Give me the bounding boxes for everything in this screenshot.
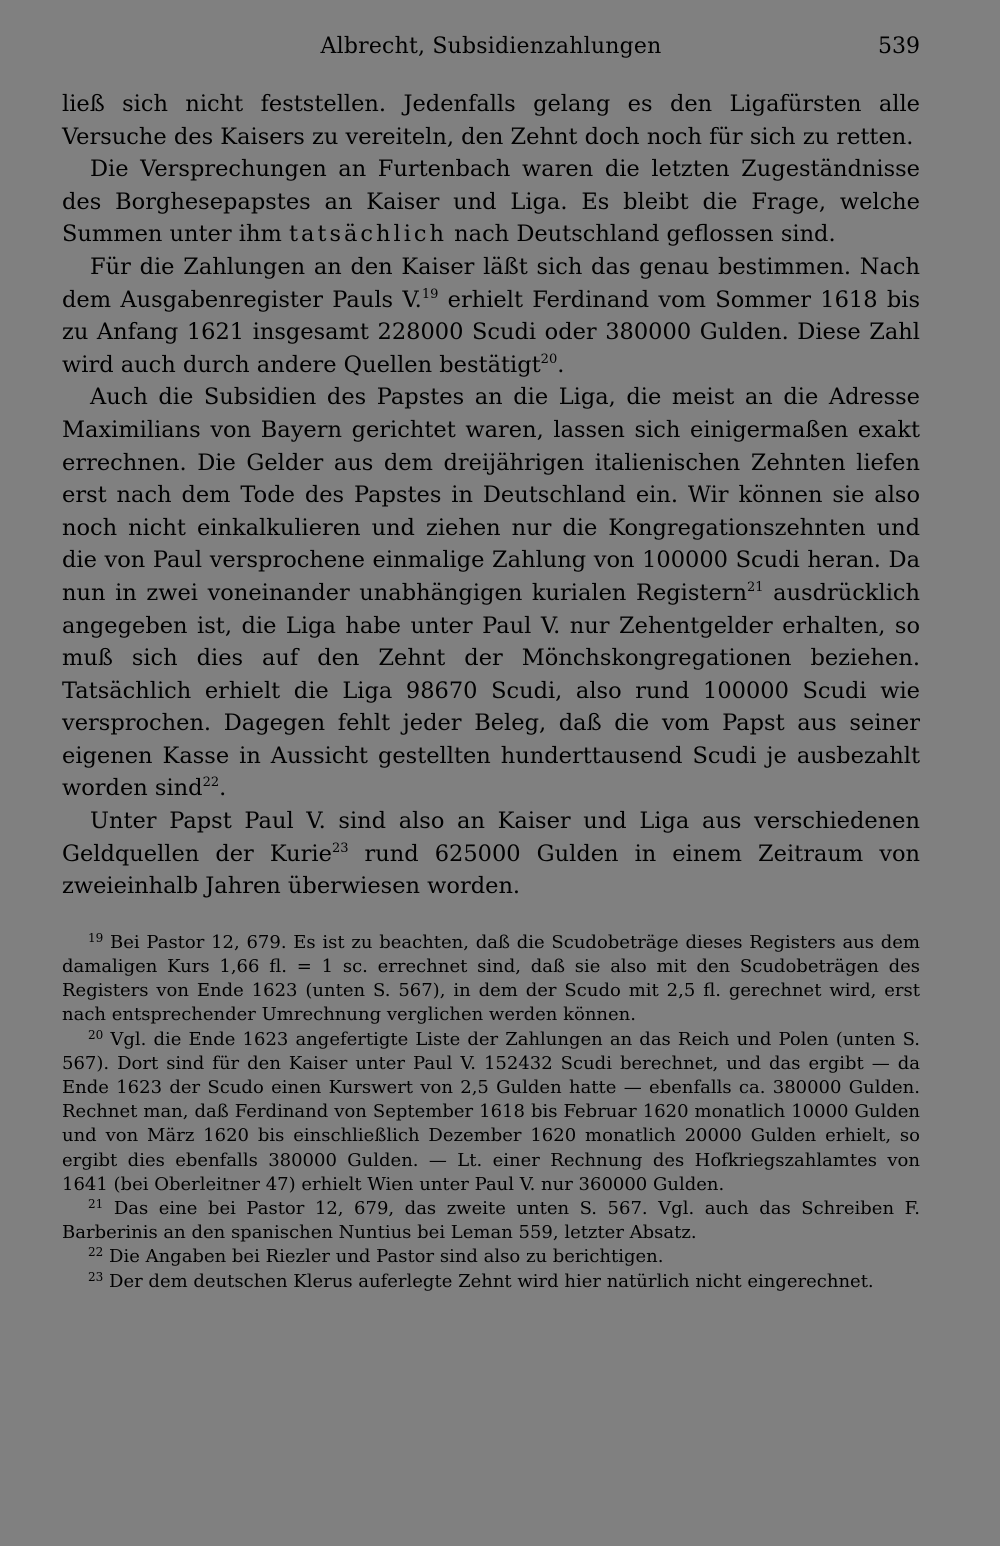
footnote-text: Das eine bei Pastor 12, 679, das zweite unten S. 567. Vgl. auch das Schreiben F. Barberinis an den spanischen Nuntius bei Leman 559, letzter Absatz.	[62, 1198, 920, 1244]
page-header	[62, 28, 920, 68]
paragraph-text: ausdrücklich angegeben ist, die Liga habe unter Paul V. nur Zehentgelder erhalten, so muß sich dies auf den Zehnt der Mönchskongregationen beziehen. Tatsächlich erhielt die Liga 98670 Scudi, also rund 100000 Scudi wie versprochen. Dagegen fehlt jeder Beleg, daß die vom Papst aus seiner eigenen Kasse in Aussicht gestellten hunderttausend Scudi je ausbezahlt worden sind	[62, 579, 920, 802]
emphasized-word: tatsächlich	[288, 221, 448, 248]
paragraph-text: .	[219, 775, 227, 802]
footnote-ref[interactable]: 20	[540, 351, 558, 367]
footnote-text: Vgl. die Ende 1623 angefertigte Liste der Zahlungen an das Reich und Polen (unten S. 567). Dort sind für den Kaiser unter Paul V. 152432 Scudi berechnet, und das ergibt — da Ende 1623 der Scudo einen Kurswert von 2,5 Gulden hatte — ebenfalls ca. 380000 Gulden. Rechnet man, daß Ferdinand von September 1618 bis Februar 1620 monatlich 10000 Gulden und von März 1620 bis einschließlich Dezember 1620 monatlich 20000 Gulden erhielt, so ergibt dies ebenfalls 380000 Gulden. — Lt. einer Rechnung des Hofkriegszahlamtes von 1641 (bei Oberleitner 47) erhielt Wien unter Paul V. nur 360000 Gulden.	[62, 1028, 920, 1195]
paragraph-text: ließ sich nicht feststellen. Jedenfalls gelang es den Ligafürsten alle Versuche des Kaisers zu vereiteln, den Zehnt doch noch für sich zu retten.	[62, 91, 920, 150]
paragraph-text: Für die Zahlungen an den Kaiser läßt sich das genau bestimmen. Nach dem Ausgabenregister Pauls V.	[62, 253, 920, 313]
paragraph-text: Auch die Subsidien des Papstes an die Liga, die meist an die Adresse Maximilians von Bayern gerichtet waren, lassen sich einigermaßen exakt errechnen. Die Gelder aus dem dreijährigen italienischen Zehnten liefen erst nach dem Tode des Papstes in Deutschland ein. Wir können sie also noch nicht einkalkulieren und ziehen nur die Kongregationszehnten und die von Paul versprochene einmalige Zahlung von 100000 Scudi heran. Da nun in zwei voneinander unabhängigen kurialen Registern	[62, 384, 920, 606]
footnote-number: 22	[88, 1245, 104, 1260]
footnote	[62, 1245, 920, 1269]
footnote-text: Der dem deutschen Klerus auferlegte Zehnt wird hier natürlich nicht eingerechnet.	[109, 1270, 874, 1292]
book-page	[62, 28, 920, 1294]
footnote	[62, 1197, 920, 1245]
running-title: Albrecht, Subsidienzahlungen	[320, 34, 662, 59]
footnotes	[62, 931, 920, 1294]
footnote-text: Die Angaben bei Riezler und Pastor sind also zu berichtigen.	[109, 1246, 664, 1268]
paragraph-text: nach Deutschland geflossen sind.	[454, 221, 836, 248]
paragraph-text: erhielt Ferdinand vom Sommer 1618 bis zu Anfang 1621 insgesamt 228000 Scudi oder 380000 Gulden. Diese Zahl wird auch durch andere Quellen bestätigt	[62, 286, 920, 378]
footnote-ref[interactable]: 23	[331, 840, 349, 856]
footnote-number: 23	[88, 1269, 104, 1284]
paragraph-text: .	[557, 351, 565, 378]
footnote-number: 21	[88, 1197, 104, 1212]
footnote	[62, 1270, 920, 1294]
footnote-number: 20	[88, 1027, 104, 1042]
footnote	[62, 1028, 920, 1197]
paragraph-text: Die Versprechungen an Furtenbach waren die letzten Zugeständnisse des Borghesepapstes an Kaiser und Liga. Es bleibt die Frage, welche Summen unter ihm	[62, 156, 920, 248]
paragraph	[62, 381, 920, 805]
paragraph	[62, 251, 920, 381]
footnote-ref[interactable]: 21	[747, 579, 764, 595]
page-number: 539	[878, 34, 920, 59]
footnote	[62, 931, 920, 1028]
footnote-ref[interactable]: 22	[202, 775, 220, 791]
footnote-number: 19	[88, 930, 104, 945]
paragraph	[62, 88, 920, 153]
main-text	[62, 88, 920, 903]
paragraph-text: rund 625000 Gulden in einem Zeitraum von zweieinhalb Jahren überwiesen worden.	[62, 840, 920, 900]
footnote-ref[interactable]: 19	[421, 286, 439, 302]
paragraph	[62, 805, 920, 903]
paragraph-text: Unter Papst Paul V. sind also an Kaiser und Liga aus verschiedenen Geldquellen der Kurie	[62, 808, 920, 867]
paragraph	[62, 153, 920, 251]
footnote-text: Bei Pastor 12, 679. Es ist zu beachten, daß die Scudobeträge dieses Registers aus dem damaligen Kurs 1,66 fl. = 1 sc. errechnet sind, daß sie also mit den Scudobeträgen des Registers von Ende 1623 (unten S. 567), in dem der Scudo mit 2,5 fl. gerechnet wird, erst nach entsprechender Umrechnung verglichen werden können.	[62, 931, 920, 1026]
